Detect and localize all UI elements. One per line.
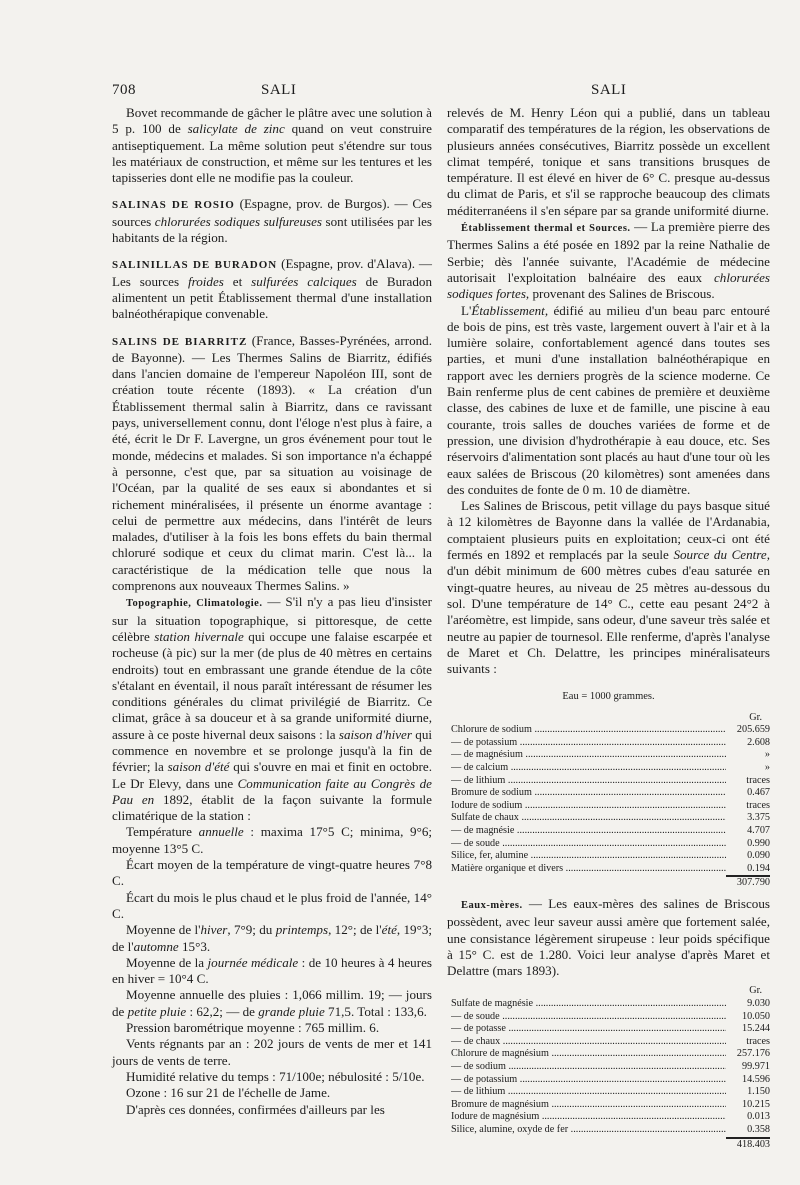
table-row-label: Chlorure de magnésium ..... <box>451 1048 726 1061</box>
entry-salins-de-biarritz: SALINS DE BIARRITZ (France, Basses-Pyrénées, arrond. de Bayonne). — Les Thermes Salins de Biarritz, édifiés dans l'ancien domaine de l'empereur Napoléon III, sont de création toute récente (1893). « La création d'un Établissement thermal salin à Biarritz, dans ce ravissant pays, universellement connu, dont l'éloge n'est plus à faire, a été, écrit le Dr F. Lavergne, un gros événement pour tout le monde, médecins et malades. Si son importance n'a échappé à personne, c'est que, par sa situation au voisinage de l'Océan, par la qualité de ses eaux si abondantes et si richement minéralisées, il présente un énorme avantage : celui de permettre aux médecins, dans l'intérêt de leurs malades, d'utiliser à la fois les bons effets du bain thermal chloruré sodique et ceux du climat marin. C'est là... la caractéristique de la médication telle que nous la comprenons aux nouveaux Thermes Salins. » <box>112 332 432 594</box>
table-total: 307.790 <box>726 876 770 890</box>
table-row <box>451 1086 770 1099</box>
analysis-table-eau <box>451 712 770 890</box>
table-caption: Eau = 1000 grammes. <box>562 691 655 703</box>
analysis-table-eaux-meres <box>451 985 770 1151</box>
section-heading: Eaux-mères. <box>461 900 523 911</box>
table-unit: Gr. <box>749 985 762 997</box>
entry-salinas-de-rosio: SALINAS DE ROSIO (Espagne, prov. de Burgos). — Ces sources chlorurées sodiques sulfureuses sont utilisées par les habitants de la région. <box>112 196 432 246</box>
table-row-label: — de potasse ..... <box>451 1023 726 1036</box>
table-row-value: » <box>764 749 770 761</box>
table-row-value: 1.150 <box>747 1086 770 1098</box>
running-head-right: SALI <box>591 82 627 98</box>
entry-heading: SALINAS DE ROSIO <box>112 199 235 212</box>
table-row <box>451 787 770 800</box>
table-row-value: 205.659 <box>736 724 770 736</box>
paragraph-etablissement-thermal: Établissement thermal et Sources. — La première pierre des Thermes Salins a été posée en 1892 par la reine Nathalie de Serbie; dès l'année suivante, l'Académie de médecine autorisait l'exploitation balnéaire des eaux chlorurées sodiques fortes, provenant des Salines de Briscous. <box>447 219 770 302</box>
table-row-value: 0.358 <box>726 1124 770 1138</box>
table-row-label: — de magnésium ..... <box>451 749 726 762</box>
entry-heading: SALINILLAS DE BURADON <box>112 259 278 272</box>
climate-ecart-mois: Écart du mois le plus chaud et le plus froid de l'année, 14° C. <box>112 889 432 921</box>
table-row <box>451 998 770 1011</box>
table-row-label: Sulfate de magnésie ..... <box>451 998 726 1011</box>
table-row-label: — de chaux ..... <box>451 1036 726 1049</box>
table-row <box>451 863 770 877</box>
table-total-row <box>451 1138 770 1152</box>
section-heading: Établissement thermal et Sources. <box>461 223 631 235</box>
table-row-value: 9.030 <box>747 998 770 1010</box>
table-row-value: traces <box>746 1035 770 1047</box>
table-row-label: Silice, alumine, oxyde de fer ..... <box>451 1124 726 1138</box>
table-row-label: Iodure de sodium ..... <box>451 800 726 813</box>
running-head-left: SALI <box>261 82 297 98</box>
table-row <box>451 1061 770 1074</box>
table-row <box>451 838 770 851</box>
table-row <box>451 850 770 863</box>
table-row-label: — de potassium ..... <box>451 1074 726 1087</box>
climate-ozone: Ozone : 16 sur 21 de l'échelle de Jame. <box>126 1085 331 1101</box>
table-row <box>451 1099 770 1112</box>
entry-salinillas-de-buradon: SALINILLAS DE BURADON (Espagne, prov. d'Alava). — Les sources froides et sulfurées calciques de Buradon alimentent un petit Établissement thermal d'une installation balnéothérapique convenable. <box>112 256 432 322</box>
table-row-label: — de potassium ..... <box>451 737 726 750</box>
paragraph-salines-briscous: Les Salines de Briscous, petit village du pays basque situé à 12 kilomètres de Bayonne dans la vallée de l'Ardanabia, comptaient plusieurs puits en exploitation; ceux-ci ont été fermés en 1892 et remplacés par la seule Source du Centre, d'un débit minimum de 600 mètres cubes d'eau saturée en vingt-quatre heures, au niveau de 25 mètres au-dessous du sol. D'une température de 14° C., cette eau pesant 24°2 à l'aréomètre, est limpide, sans odeur, d'une saveur très salée et neutre au papier de tournesol. Elle renferme, d'après l'analyse de Maret et Ch. Delattre, les principes minéralisateurs suivants : <box>447 498 770 677</box>
table-row <box>451 812 770 825</box>
table-row <box>451 1111 770 1124</box>
table-row-value: 0.990 <box>747 837 770 849</box>
left-column <box>112 105 432 1118</box>
climate-temperature: Température annuelle : maxima 17°5 C; minima, 9°6; moyenne 13°5 C. <box>112 824 433 856</box>
table-row-value: traces <box>746 774 770 786</box>
paragraph-etablissement: L'Établissement, édifié au milieu d'un beau parc entouré de bois de pins, est très vaste, largement ouvert à l'air et à la lumière solaire, confortablement agencé dans toutes ses parties, et muni d'une installation balnéothérapique en rapport avec les derniers progrès de la science moderne. Ce Bain renferme plus de cent cabines de première et deuxième classe, des cabines de luxe et de famille, une piscine à eau courante, trois salles de douches variées de forme et de pression, une division d'hydrothérapie à eau douce, etc. Ses réservoirs d'alimentation sont placés au haut d'une tour où les eaux salées de Briscous (20 kilomètres) sont amenées dans des conduites de fonte de 0 m. 10 de diamètre. <box>447 302 770 497</box>
table-row-value: » <box>764 762 770 774</box>
table-row-label: — de sodium ..... <box>451 1061 726 1074</box>
table-row <box>451 762 770 775</box>
climate-humidite: Humidité relative du temps : 71/100e; nébulosité : 5/10e. <box>126 1068 425 1084</box>
table-row <box>451 724 770 737</box>
table-row-value: 2.608 <box>747 736 770 748</box>
table-row <box>451 737 770 750</box>
section-heading: Topographie, Climatologie. <box>126 598 263 610</box>
paragraph-topographie: Topographie, Climatologie. — S'il n'y a pas lieu d'insister sur la situation topographique, si pittoresque, de cette célèbre station hivernale qui occupe une falaise escarpée et rocheuse (à pic) sur la mer (de plus de 40 mètres en certains endroits) tout en embrassant une grande étendue de la côte s'étalant en éventail, il nous paraît intéressant de résumer les conditions générales du climat privilégié de Biarritz. Ce climat, grâce à sa douceur et à sa grande uniformité diurne, assure à ce poste hivernal deux saisons : la saison d'hiver qui commence en novembre et se prolonge jusqu'à la fin de février; la saison d'été qui s'ouvre en mai et finit en octobre. Le Dr Elevy, dans une Communication faite au Congrès de Pau en 1892, établit de la façon suivante la formule climatérique de la station : <box>112 594 433 824</box>
table-row-value: 15.244 <box>741 1023 770 1035</box>
entry-heading: SALINS DE BIARRITZ <box>112 335 248 348</box>
table-row-value: 10.215 <box>741 1098 770 1110</box>
climate-pluies: Moyenne annuelle des pluies : 1,066 millim. 19; — jours de petite pluie : 62,2; — de grande pluie 71,5. Total : 133,6. <box>112 987 432 1019</box>
table-row <box>451 1124 770 1138</box>
table-row-label: — de calcium ..... <box>451 762 726 775</box>
table-total: 418.403 <box>726 1138 770 1152</box>
table-row-label: — de lithium ..... <box>451 775 726 788</box>
paragraph-eaux-meres: Eaux-mères. — Les eaux-mères des salines de Briscous possèdent, avec leur saveur aussi amère que fortement salée, une consistance légèrement sirupeuse : leur poids spécifique à 15° C. est de 1.280. Voici leur analyse d'après Maret et Delattre (mars 1893). <box>447 896 770 979</box>
table-row-label: Chlorure de sodium ..... <box>451 724 726 737</box>
climate-pression: Pression barométrique moyenne : 765 millim. 6. <box>126 1020 380 1036</box>
climate-ecart-moyen: Écart moyen de la température de vingt-quatre heures 7°8 C. <box>112 857 432 889</box>
table-unit: Gr. <box>749 711 762 723</box>
table-row <box>451 1011 770 1024</box>
table-row-value: traces <box>746 799 770 811</box>
table-row <box>451 1074 770 1087</box>
table-row-value: 0.013 <box>747 1111 770 1123</box>
table-row-label: Bromure de magnésium ..... <box>451 1099 726 1112</box>
table-row <box>451 1048 770 1061</box>
paragraph-releves: relevés de M. Henry Léon qui a publié, dans un tableau comparatif des températures de la région, les observations de plusieurs années consécutives, Biarritz possède un excellent climat tempéré, tonique et sans transitions brusques de température. Il est élevé en hiver de 6° C. presque au-dessus du climat de Paris, et s'il se rapproche beaucoup des climats méditerranéens il s'en sépare par sa grande uniformité diurne. <box>447 105 770 218</box>
table-row-value: 0.194 <box>726 863 770 877</box>
climate-vents: Vents régnants par an : 202 jours de vents de mer et 141 jours de vents de terre. <box>112 1036 432 1068</box>
table-row-value: 257.176 <box>736 1048 770 1060</box>
table-total-row <box>451 876 770 890</box>
table-row-label: — de magnésie ..... <box>451 825 726 838</box>
table-row-value: 99.971 <box>741 1061 770 1073</box>
table-row <box>451 1036 770 1049</box>
right-column <box>447 105 770 1157</box>
table-row-label: Silice, fer, alumine ..... <box>451 850 726 863</box>
page-number: 708 <box>112 82 136 98</box>
paragraph-bovet: Bovet recommande de gâcher le plâtre avec une solution à 5 p. 100 de salicylate de zinc quand on veut construire antiseptiquement. La même solution peut s'étendre sur tous les matériaux de construction, et même sur les tentures et les tapisseries dont elle ne modifie pas la couleur. <box>112 105 432 186</box>
table-row-label: — de lithium ..... <box>451 1086 726 1099</box>
table-row-value: 0.090 <box>747 850 770 862</box>
table-row <box>451 775 770 788</box>
climate-moyennes-saisons: Moyenne de l'hiver, 7°9; du printemps, 12°; de l'été, 19°3; de l'automne 15°3. <box>112 922 433 954</box>
table-row-value: 0.467 <box>747 787 770 799</box>
climate-journee-medicale: Moyenne de la journée médicale : de 10 heures à 4 heures en hiver = 10°4 C. <box>112 954 432 987</box>
table-row <box>451 800 770 813</box>
table-row-value: 4.707 <box>747 825 770 837</box>
table-row-label: Sulfate de chaux ..... <box>451 812 726 825</box>
paragraph-continues: D'après ces données, confirmées d'ailleurs par les <box>126 1101 385 1117</box>
table-row-label: Bromure de sodium ..... <box>451 787 726 800</box>
table-row-label: — de soude ..... <box>451 1011 726 1024</box>
table-row <box>451 825 770 838</box>
table-row-value: 14.596 <box>741 1073 770 1085</box>
table-row-value: 3.375 <box>747 812 770 824</box>
table-row <box>451 749 770 762</box>
table-row-value: 10.050 <box>741 1010 770 1022</box>
table-row-label: Matière organique et divers ..... <box>451 863 726 877</box>
table-row <box>451 1023 770 1036</box>
table-row-label: — de soude ..... <box>451 838 726 851</box>
table-row-label: Iodure de magnésium ..... <box>451 1111 726 1124</box>
